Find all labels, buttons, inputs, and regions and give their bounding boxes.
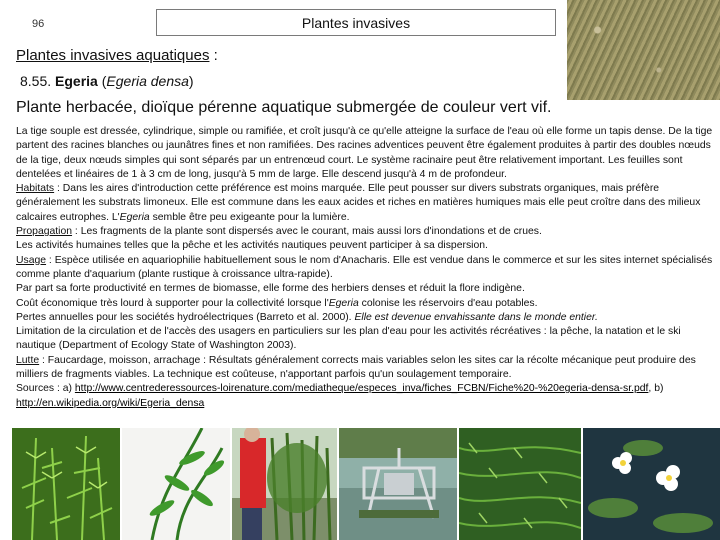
cost-italic: Egeria xyxy=(328,297,359,309)
grass-photo xyxy=(567,0,720,100)
page-number: 96 xyxy=(32,18,45,30)
lutte-text: : Faucardage, moisson, arrachage : Résultats généralement corrects mais variables selon les sites car la récolte mécanique peut produire des milliers de fragments viables. La technique est coûteuse, n'apportant parfois qu'un soulagement temporaire. xyxy=(16,354,696,381)
species-heading xyxy=(20,73,194,89)
section-title xyxy=(16,47,218,64)
impact-paragraph: Par part sa forte productivité en termes de biomasse, elle forme des herbiers denses et réduit la flore indigène. xyxy=(16,283,525,295)
limitation-paragraph: Limitation de la circulation et de l'accès des usagers en particuliers sur les plan d'eau pour les activités récréatives : la pêche, la natation et le ski nautique (Department of Ecology State of Washington 2003). xyxy=(16,326,681,352)
body-text xyxy=(16,125,714,411)
cost-text-2: colonise les réservoirs d'eau potables. xyxy=(358,297,538,309)
egeria-flowers-photo xyxy=(583,428,720,540)
species-paren-close: ) xyxy=(188,73,194,89)
section-title-text: Plantes invasives aquatiques xyxy=(16,47,210,64)
propagation-label: Propagation xyxy=(16,226,73,238)
habitats-text-1: : Dans les aires d'introduction cette préférence est moins marquée. Elle peut pousser sur divers substrats organiques, mais préfère généralement les substrats limoneux. Elle est commune dans les eaux acides et riches en matières humiques mais elle peut croître dans des milieux calcaires eutrophes. L' xyxy=(16,183,701,223)
cost-text-1: Coût économique très lourd à supporter pour la collectivité lorsque l' xyxy=(16,297,329,309)
losses-text: Pertes annuelles pour les sociétés hydroélectriques (Barreto et al. 2000). xyxy=(16,311,355,323)
page-title: Plantes invasives xyxy=(156,9,556,36)
lutte-paragraph xyxy=(16,354,714,383)
source-link-a[interactable]: http://www.centrederessources-loirenature.com/mediatheque/especes_inva/fiches_FCBN/Fiche%20-%20egeria-densa-sr.pdf xyxy=(74,383,649,395)
cost-paragraph xyxy=(16,297,714,311)
egeria-sprig-photo xyxy=(122,428,230,540)
usage-paragraph xyxy=(16,254,714,283)
losses-italic: Elle est devenue envahissante dans le monde entier. xyxy=(354,311,598,323)
egeria-aquarium-photo xyxy=(12,428,120,540)
sources-prefix: Sources : a) xyxy=(16,383,75,395)
species-paren-open: ( xyxy=(97,73,107,89)
species-latin: Egeria densa xyxy=(106,73,189,89)
habitats-paragraph xyxy=(16,182,714,225)
habitats-italic: Egeria xyxy=(119,211,150,223)
species-name: Egeria xyxy=(55,73,98,89)
propagation-paragraph xyxy=(16,225,714,239)
sources-paragraph xyxy=(16,382,714,411)
propagation-text: : Les fragments de la plante sont dispersés avec le courant, mais aussi lors d'inondations et de crues. xyxy=(72,226,542,238)
habitats-text-2: semble être peu exigeante pour la lumière. xyxy=(149,211,350,223)
dense-submerged-mat-photo xyxy=(459,428,581,540)
lead-sentence: Plante herbacée, dioïque pérenne aquatique submergée de couleur vert vif. xyxy=(16,99,552,116)
lutte-label: Lutte xyxy=(16,354,40,366)
sources-mid: , b) xyxy=(648,383,664,395)
photo-strip xyxy=(12,428,720,540)
species-number: 8.55. xyxy=(20,73,52,89)
activities-paragraph: Les activités humaines telles que la pêche et les activités nautiques peuvent participer à sa dispersion. xyxy=(16,240,488,252)
person-with-weeds-photo xyxy=(232,428,337,540)
usage-text: : Espèce utilisée en aquariophilie habituellement sous le nom d'Anacharis. Elle est vendue dans le commerce et sur les sites internet spécialisés comme plante d'aquarium (plante rustique à croissance ultra-rapide). xyxy=(16,254,713,280)
source-link-b[interactable]: http://en.wikipedia.org/wiki/Egeria_densa xyxy=(16,397,205,409)
section-title-colon: : xyxy=(209,47,218,64)
losses-paragraph xyxy=(16,311,714,325)
description: La tige souple est dressée, cylindrique, simple ou ramifiée, et croît jusqu'à ce qu'elle atteigne la surface de l'eau où elle forme un tapis dense. De la tige partent des racines blanches ou jaunâtres fines et non ramifiées. Des racines adventices peuvent être également produites à partir des doubles nœuds de la tige, deux nœuds simples qui sont séparés par un entrenœud court. Le système racinaire peut être relativement important. Les feuilles sont dentelées et linéaires de 1 à 3 cm de long, jusqu'à 5 mm de large. Elle descend jusqu'à 4 m de profondeur. xyxy=(16,126,713,180)
habitats-label: Habitats xyxy=(16,183,55,195)
weed-harvester-photo xyxy=(339,428,457,540)
usage-label: Usage xyxy=(16,254,47,266)
